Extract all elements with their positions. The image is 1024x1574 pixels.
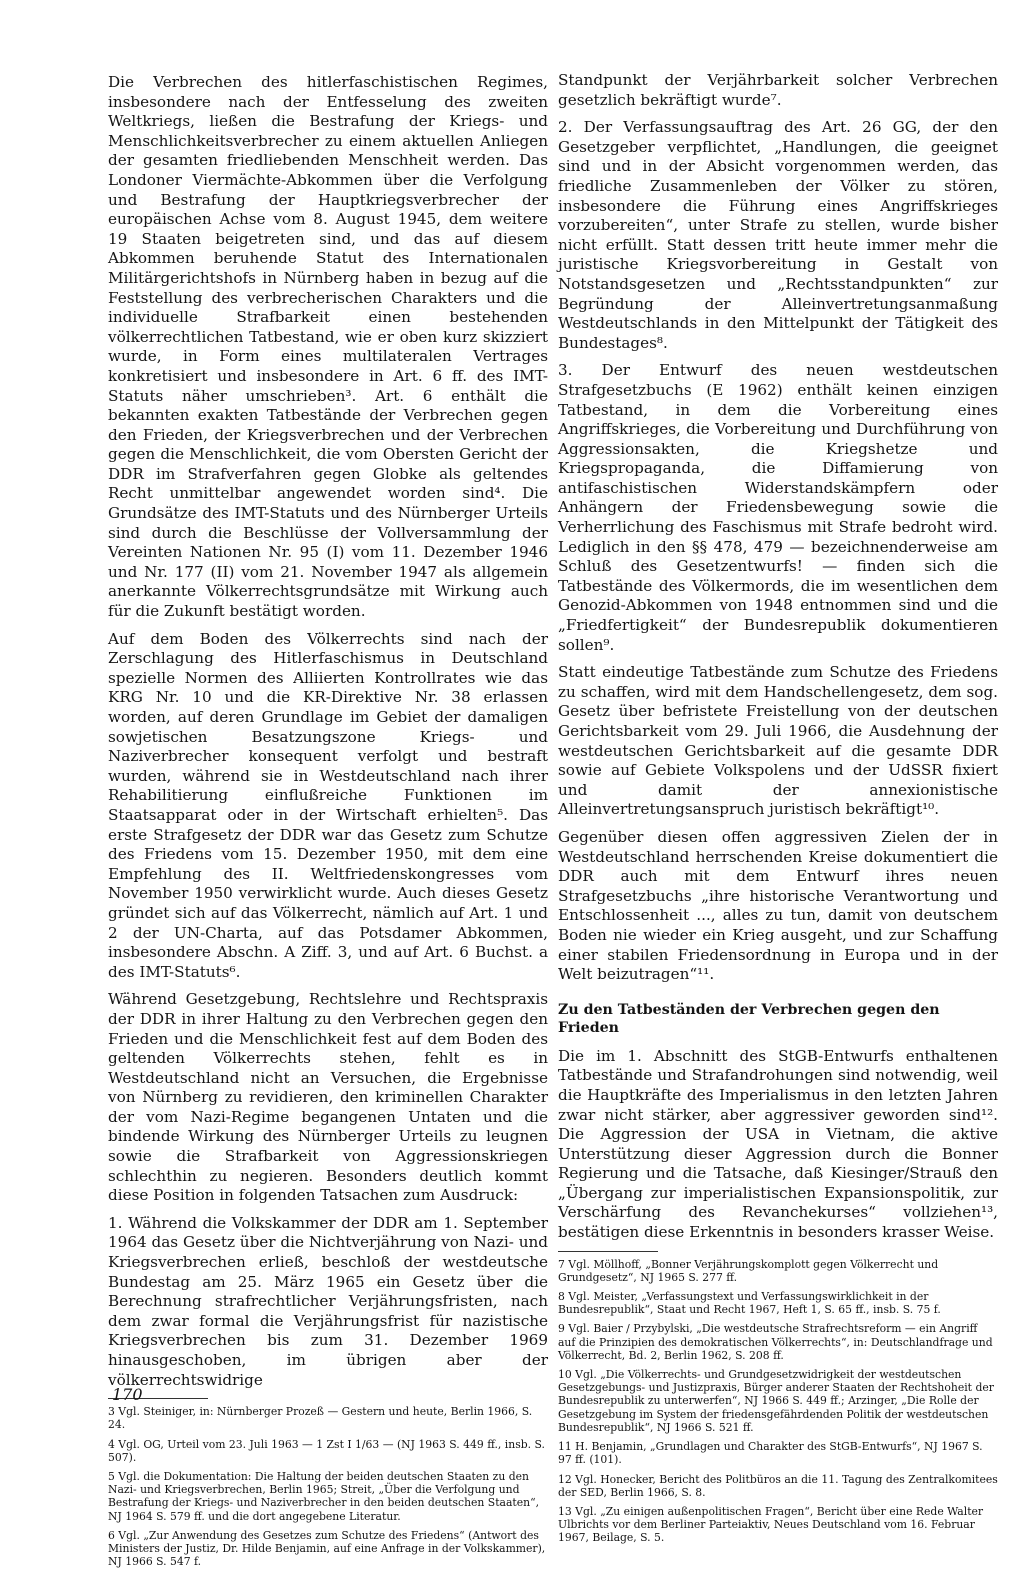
footnote: 9 Vgl. Baier / Przybylski, „Die westdeutsche Strafrechtsreform — ein Angriff auf die Prinzipien des demokratischen Völkerrechts“, in: Deutschlandfrage und Völkerrecht, Bd. 2, Berlin 1962, S. 208 ff. [558, 1322, 993, 1362]
section-heading: Zu den Tatbeständen der Verbrechen gegen den Frieden [558, 1001, 940, 1036]
body-paragraph: 2. Der Verfassungsauftrag des Art. 26 GG, der den Gesetzgeber verpflichtet, „Handlungen, die geeignet sind und in der Absicht vorgenommen werden, das friedliche Zusammenleben der Völker zu stören, insbesondere die Führung eines Angriffskrieges vorzubereiten“, unter Strafe zu stellen, wurde bisher nicht erfüllt. Statt dessen tritt heute immer mehr die juristische Kriegsvorbereitung in Gestalt von Notstandsgesetzen und „Rechtsstandpunkten“ zur Begründung der Alleinvertretungsanmaßung Westdeutschlands in den Mittelpunkt der Tätigkeit des Bundestages⁸. [558, 118, 998, 352]
footnote: 3 Vgl. Steiniger, in: Nürnberger Prozeß — Gestern und heute, Berlin 1966, S. 24. [108, 1405, 533, 1432]
body-paragraph: Standpunkt der Verjährbarkeit solcher Verbrechen gesetzlich bekräftigt wurde⁷. [558, 71, 998, 109]
footnote: 10 Vgl. „Die Völkerrechts- und Grundgesetzwidrigkeit der westdeutschen Gesetzgebungs- und Justizpraxis, Bürger anderer Staaten der Rechtshoheit der Bundesrepublik zu unterwerfen“, NJ 1966 S. 449 ff.; Arzinger, „Die Rolle der Gesetzgebung im System der friedensgefährdenden Politik der westdeutschen Bundesrepublik“, NJ 1966 S. 521 ff. [558, 1368, 994, 1434]
footnote: 11 H. Benjamin, „Grundlagen und Charakter des StGB-Entwurfs“, NJ 1967 S. 97 ff. (101). [558, 1440, 983, 1467]
right-column [558, 71, 998, 1551]
footnote-rule [558, 1251, 658, 1252]
body-paragraph: Statt eindeutige Tatbestände zum Schutze des Friedens zu schaffen, wird mit dem Handschellengesetz, dem sog. Gesetz über befristete Freistellung von der deutschen Gerichtsbarkeit vom 29. Juli 1966, die Ausdehnung der westdeutschen Gerichtsbarkeit auf die gesamte DDR sowie auf Gebiete Volkspolens und der UdSSR fixiert und damit der annexionistische Alleinvertretungsanspruch juristisch bekräftigt¹⁰. [558, 663, 998, 819]
body-paragraph: 3. Der Entwurf des neuen westdeutschen Strafgesetzbuchs (E 1962) enthält keinen einzigen Tatbestand, in dem die Vorbereitung eines Angriffskrieges, die Vorbereitung und Durchführung von Aggressionsakten, die Kriegshetze und Kriegspropaganda, die Diffamierung von antifaschistischen Widerstandskämpfern oder Anhängern der Friedensbewegung sowie die Verherrlichung des Faschismus mit Strafe bedroht wird. Lediglich in den §§ 478, 479 — bezeichnenderweise am Schluß des Gesetzentwurfs! — finden sich die Tatbestände des Völkermords, die im wesentlichen dem Genozid-Abkommen von 1948 entnommen sind und die „Friedfertigkeit“ der Bundesrepublik dokumentieren sollen⁹. [558, 361, 998, 654]
body-paragraph: 1. Während die Volkskammer der DDR am 1. September 1964 das Gesetz über die Nichtverjährung von Nazi- und Kriegsverbrechen erließ, beschloß der westdeutsche Bundestag am 25. März 1965 ein Gesetz über die Berechnung strafrechtlicher Verjährungsfristen, nach dem zwar formal die Verjährungsfrist für nazistische Kriegsverbrechen bis zum 31. Dezember 1969 hinausgeschoben, im übrigen aber der völkerrechtswidrige [108, 1213, 548, 1389]
footnote: 5 Vgl. die Dokumentation: Die Haltung der beiden deutschen Staaten zu den Nazi- und Kriegsverbrechen, Berlin 1965; Streit, „Über die Verfolgung und Bestrafung der Kriegs- und Naziverbrecher in den beiden deutschen Staaten“, NJ 1964 S. 579 ff. und die dort angegebene Literatur. [108, 1470, 540, 1523]
footnotes-right [558, 1258, 998, 1545]
footnote: 13 Vgl. „Zu einigen außenpolitischen Fragen“, Bericht über eine Rede Walter Ulbrichts vor dem Berliner Parteiaktiv, Neues Deutschland vom 16. Februar 1967, Beilage, S. 5. [558, 1504, 984, 1545]
body-paragraph: Gegenüber diesen offen aggressiven Zielen der in Westdeutschland herrschenden Kreise dokumentiert die DDR auch mit dem Entwurf ihres neuen Strafgesetzbuchs „ihre historische Verantwortung und Entschlossenheit ..., alles zu tun, damit von deutschem Boden nie wieder ein Krieg ausgeht, und zur Schaffung einer stabilen Friedensordnung in Europa und in der Welt beizutragen“¹¹. [558, 827, 998, 984]
footnote: 7 Vgl. Möllhoff, „Bonner Verjährungskomplott gegen Völkerrecht und Grundgesetz“, NJ 1965 S. 277 ff. [558, 1257, 939, 1284]
footnote: 12 Vgl. Honecker, Bericht des Politbüros an die 11. Tagung des Zentralkomitees der SED, Berlin 1966, S. 8. [558, 1472, 998, 1499]
page-number: 170 [112, 1385, 143, 1404]
body-paragraph: Die Verbrechen des hitlerfaschistischen Regimes, insbesondere nach der Entfesselung des zweiten Weltkriegs, ließen die Bestrafung der Kriegs- und Menschlichkeitsverbrecher zu einem aktuellen Anliegen der gesamten friedliebenden Menschheit werden. Das Londoner Viermächte-Abkommen über die Verfolgung und Bestrafung der Hauptkriegsverbrecher der europäischen Achse vom 8. August 1945, dem weitere 19 Staaten beigetreten sind, und das auf diesem Abkommen beruhende Statut des Internationalen Militärgerichtshofs in Nürnberg haben in bezug auf die Feststellung des verbrecherischen Charakters und die individuelle Strafbarkeit einen bestehenden völkerrechtlichen Tatbestand, wie er oben kurz skizziert wurde, in Form eines multilateralen Vertrages konkretisiert und insbesondere in Art. 6 ff. des IMT-Statuts näher umschrieben³. Art. 6 enthält die bekannten exakten Tatbestände der Verbrechen gegen den Frieden, der Kriegsverbrechen und der Verbrechen gegen die Menschlichkeit, die vom Obersten Gericht der DDR im Strafverfahren gegen Globke als geltendes Recht unmittelbar angewendet worden sind⁴. Die Grundsätze des IMT-Statuts und des Nürnberger Urteils sind durch die Beschlüsse der Vollversammlung der Vereinten Nationen Nr. 95 (I) vom 11. Dezember 1946 und Nr. 177 (II) vom 21. November 1947 als allgemein anerkannte Völkerrechtsgrundsätze mit Wirkung auch für die Zukunft bestätigt worden. [108, 73, 548, 621]
footnote: 6 Vgl. „Zur Anwendung des Gesetzes zum Schutze des Friedens“ (Antwort des Ministers der Justiz, Dr. Hilde Benjamin, auf eine Anfrage in der Volkskammer), NJ 1966 S. 547 f. [108, 1528, 546, 1569]
body-paragraph: Die im 1. Abschnitt des StGB-Entwurfs enthaltenen Tatbestände und Strafandrohungen sind notwendig, weil die Hauptkräfte des Imperialismus in den letzten Jahren zwar nicht stärker, aber aggressiver geworden sind¹². Die Aggression der USA in Vietnam, die aktive Unterstützung dieser Aggression durch die Bonner Regierung und die Tatsache, daß Kiesinger/Strauß den „Übergang zur imperialistischen Expansionspolitik, zur Verschärfung des Revanchekurses“ vollziehen¹³, bestätigen diese Erkenntnis in besonders krasser Weise. [558, 1046, 998, 1242]
left-column [108, 73, 548, 1574]
body-paragraph: Auf dem Boden des Völkerrechts sind nach der Zerschlagung des Hitlerfaschismus in Deutschland spezielle Normen des Alliierten Kontrollrates wie das KRG Nr. 10 und die KR-Direktive Nr. 38 erlassen worden, auf deren Grundlage im Gebiet der damaligen sowjetischen Besatzungszone Kriegs- und Naziverbrecher konsequent verfolgt und bestraft wurden, während sie in Westdeutschland nach ihrer Rehabilitierung einflußreiche Funktionen im Staatsapparat oder in der Wirtschaft erhielten⁵. Das erste Strafgesetz der DDR war das Gesetz zum Schutze des Friedens vom 15. Dezember 1950, mit dem eine Empfehlung des II. Weltfriedenskongresses vom November 1950 verwirklicht wurde. Auch dieses Gesetz gründet sich auf das Völkerrecht, nämlich auf Art. 1 und 2 der UN-Charta, auf das Potsdamer Abkommen, insbesondere Abschn. A Ziff. 3, und auf Art. 6 Buchst. a des IMT-Statuts⁶. [108, 629, 548, 981]
body-paragraph: Während Gesetzgebung, Rechtslehre und Rechtspraxis der DDR in ihrer Haltung zu den Verbrechen gegen den Frieden und die Menschlichkeit fest auf dem Boden des geltenden Völkerrechts stehen, fehlt es in Westdeutschland nicht an Versuchen, die Ergebnisse von Nürnberg zu revidieren, den kriminellen Charakter der vom Nazi-Regime begangenen Untaten und die bindende Wirkung des Nürnberger Urteils zu leugnen sowie die Strafbarkeit von Aggressionskriegen schlechthin zu negieren. Besonders deutlich kommt diese Position in folgenden Tatsachen zum Ausdruck: [108, 990, 548, 1205]
footnote: 8 Vgl. Meister, „Verfassungstext und Verfassungswirklichkeit in der Bundesrepublik“, Staat und Recht 1967, Heft 1, S. 65 ff., insb. S. 75 f. [558, 1290, 941, 1317]
footnote: 4 Vgl. OG, Urteil vom 23. Juli 1963 — 1 Zst I 1/63 — (NJ 1963 S. 449 ff., insb. S. 507). [108, 1437, 545, 1464]
